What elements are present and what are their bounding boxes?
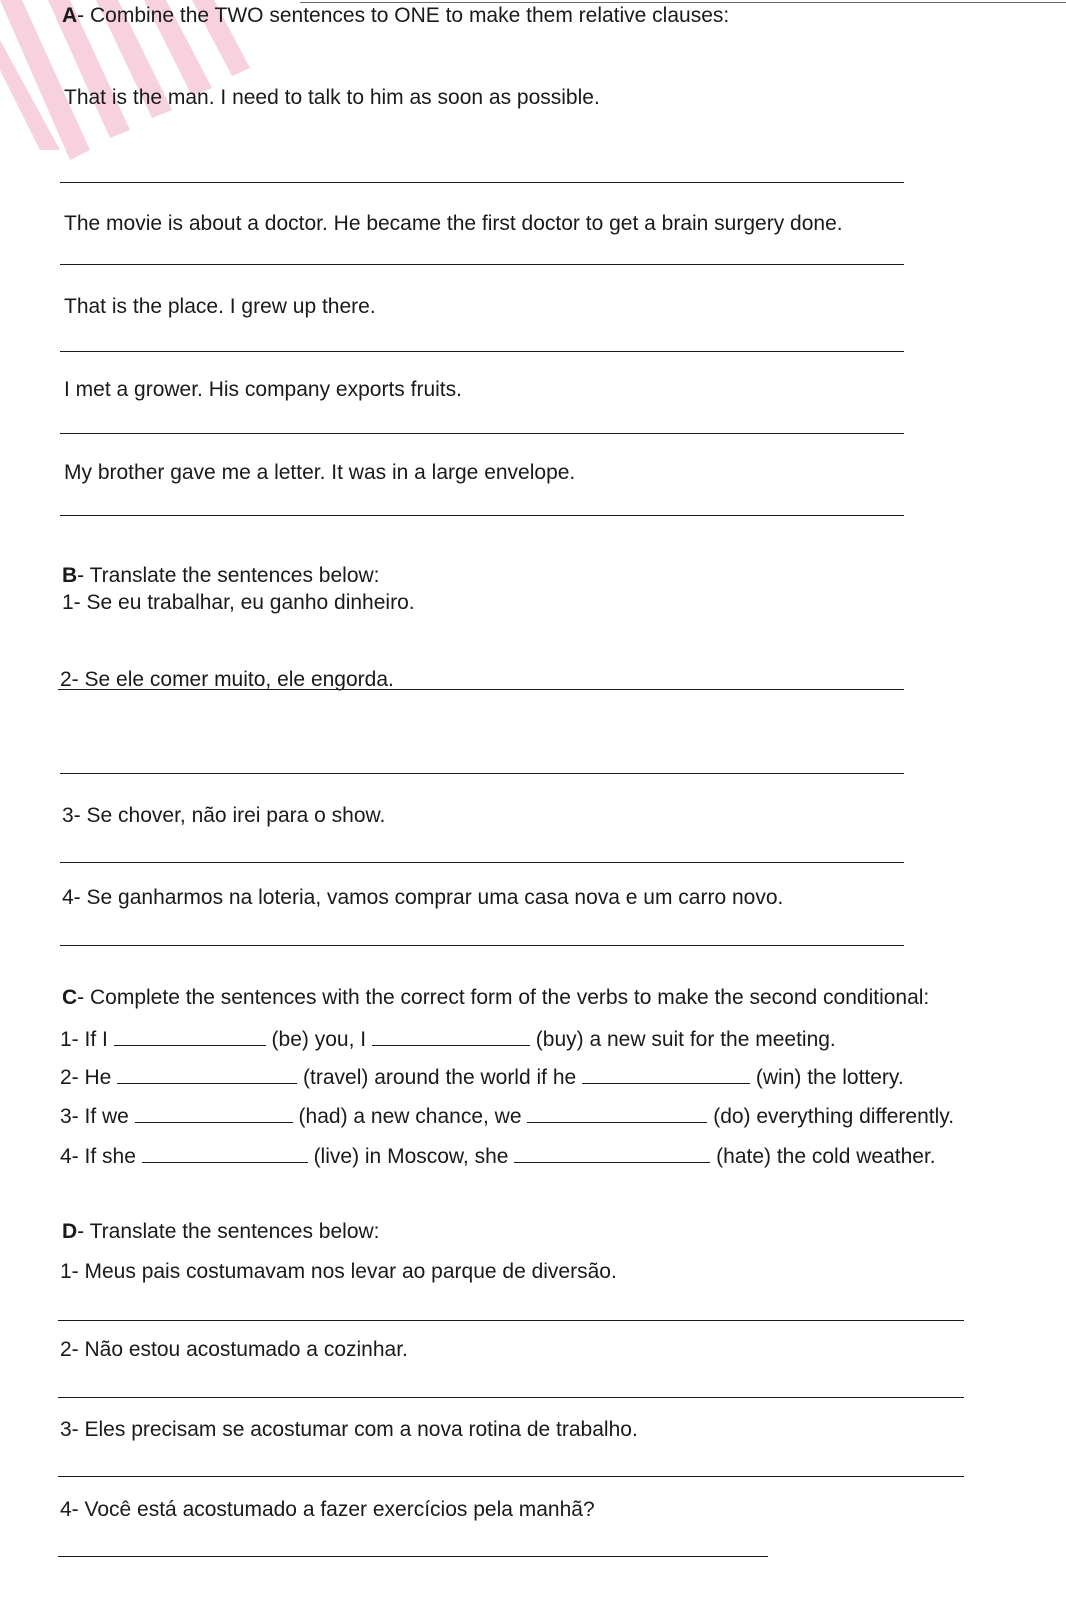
- fill-blank[interactable]: [117, 1065, 297, 1084]
- fill-blank[interactable]: [372, 1027, 530, 1046]
- answer-line[interactable]: [60, 862, 904, 863]
- fill-blank[interactable]: [514, 1144, 710, 1163]
- answer-line[interactable]: [60, 264, 904, 265]
- section-d-item-2: 2- Não estou acostumado a cozinhar.: [60, 1338, 408, 1361]
- answer-line[interactable]: [60, 351, 904, 352]
- section-a-item-5: My brother gave me a letter. It was in a large envelope.: [64, 461, 576, 484]
- section-c-item-2: 2- He (travel) around the world if he (win) the lottery.: [60, 1066, 904, 1089]
- section-b-item-2: 2- Se ele comer muito, ele engorda.: [60, 668, 394, 691]
- answer-line[interactable]: [58, 1556, 768, 1557]
- section-d-item-1: 1- Meus pais costumavam nos levar ao parque de diversão.: [60, 1260, 617, 1283]
- section-c-item-1: 1- If I (be) you, I (buy) a new suit for the meeting.: [60, 1028, 836, 1051]
- answer-line[interactable]: [60, 433, 904, 434]
- section-c-item-4: 4- If she (live) in Moscow, she (hate) the cold weather.: [60, 1145, 936, 1168]
- section-d-heading: D- Translate the sentences below:: [62, 1220, 380, 1243]
- fill-blank[interactable]: [142, 1144, 308, 1163]
- section-a-item-2: The movie is about a doctor. He became the first doctor to get a brain surgery done.: [64, 212, 843, 235]
- fill-blank[interactable]: [527, 1104, 707, 1123]
- section-b-heading: B- Translate the sentences below:: [62, 564, 380, 587]
- answer-line[interactable]: [58, 1397, 964, 1398]
- section-c-item-3: 3- If we (had) a new chance, we (do) everything differently.: [60, 1105, 955, 1128]
- answer-line[interactable]: [60, 773, 904, 774]
- section-a-item-3: That is the place. I grew up there.: [64, 295, 376, 318]
- section-b-item-3: 3- Se chover, não irei para o show.: [62, 804, 386, 827]
- top-rule: [300, 2, 1066, 3]
- section-a-item-1: That is the man. I need to talk to him as soon as possible.: [64, 86, 600, 109]
- section-a-heading: A- Combine the TWO sentences to ONE to make them relative clauses:: [62, 4, 730, 27]
- answer-line[interactable]: [58, 1476, 964, 1477]
- fill-blank[interactable]: [582, 1065, 750, 1084]
- fill-blank[interactable]: [114, 1027, 266, 1046]
- section-d-item-4: 4- Você está acostumado a fazer exercícios pela manhã?: [60, 1498, 595, 1521]
- section-c-heading: C- Complete the sentences with the correct form of the verbs to make the second conditional:: [62, 986, 930, 1009]
- answer-line[interactable]: [60, 182, 904, 183]
- section-b-item-1: 1- Se eu trabalhar, eu ganho dinheiro.: [62, 591, 415, 614]
- answer-line[interactable]: [60, 515, 904, 516]
- section-d-item-3: 3- Eles precisam se acostumar com a nova rotina de trabalho.: [60, 1418, 638, 1441]
- answer-line[interactable]: [60, 945, 904, 946]
- answer-line[interactable]: [58, 689, 904, 690]
- section-b-item-4: 4- Se ganharmos na loteria, vamos comprar uma casa nova e um carro novo.: [62, 886, 784, 909]
- answer-line[interactable]: [58, 1320, 964, 1321]
- fill-blank[interactable]: [135, 1104, 293, 1123]
- section-a-item-4: I met a grower. His company exports fruits.: [64, 378, 462, 401]
